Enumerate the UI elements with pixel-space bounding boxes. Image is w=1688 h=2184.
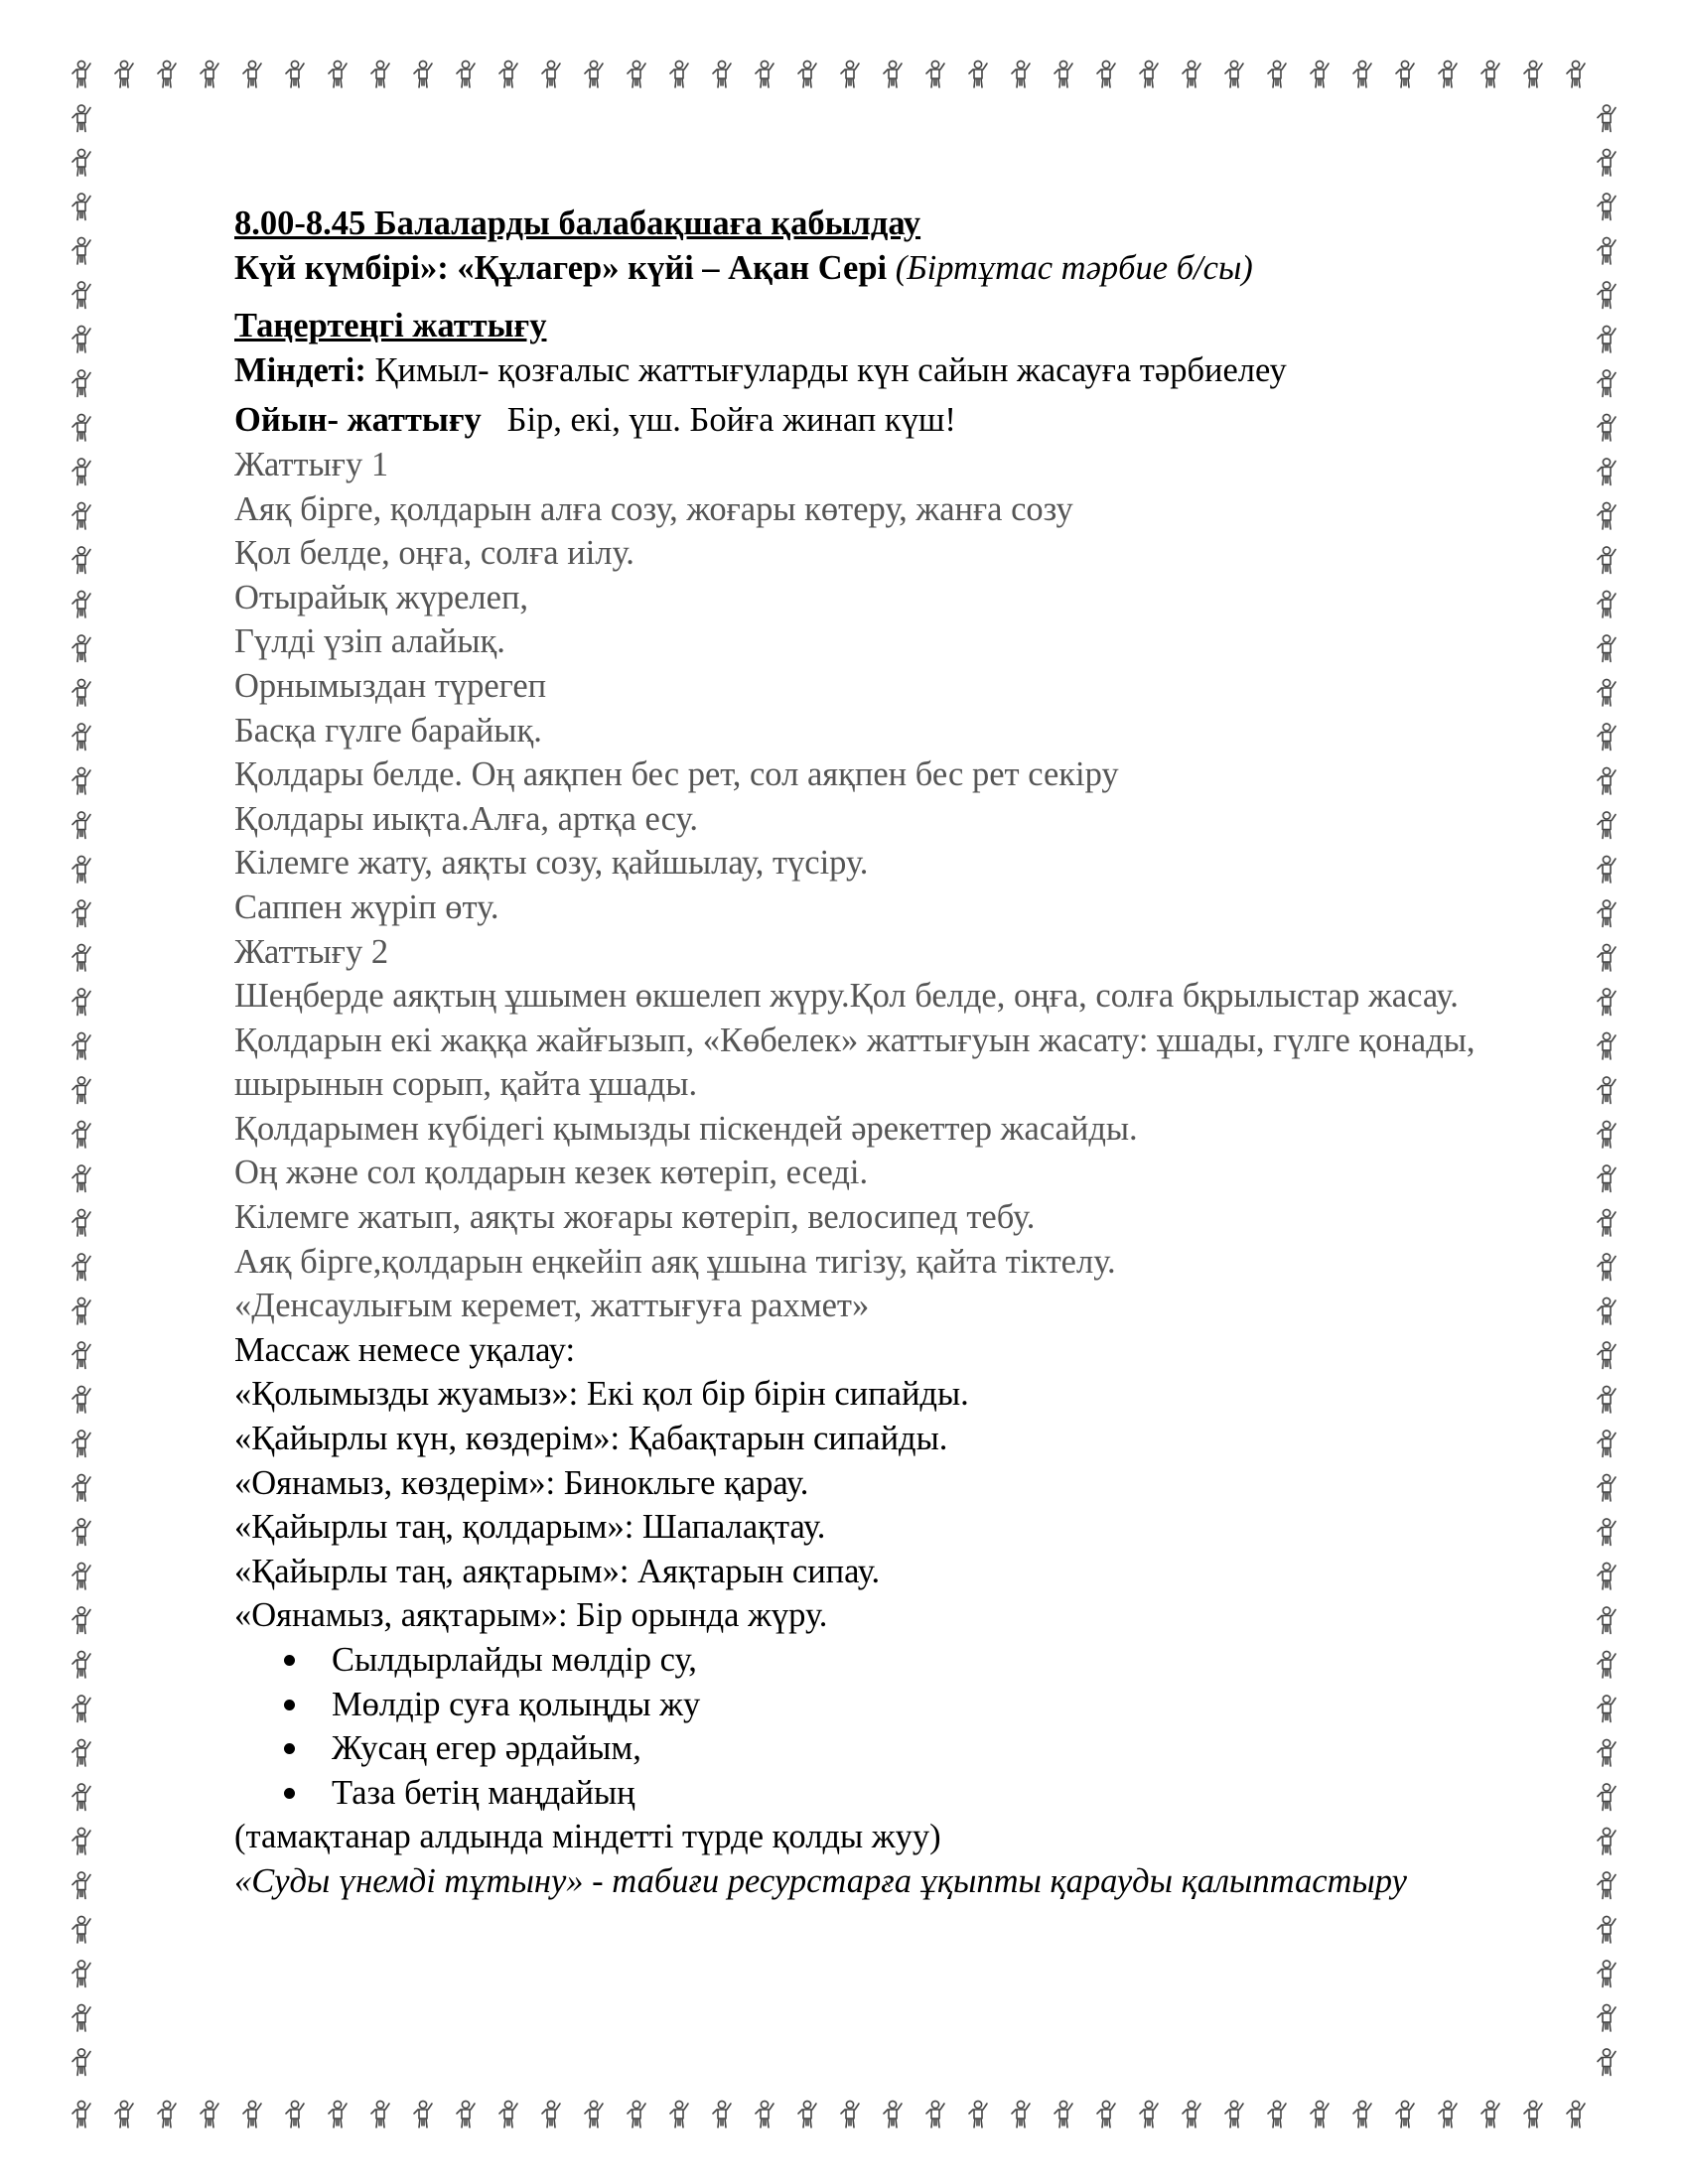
child-figure-icon	[72, 61, 90, 87]
massage-line: «Қолымызды жуамыз»: Екі қол бір бірін сипайды.	[234, 1375, 969, 1414]
child-figure-icon	[201, 2101, 218, 2127]
child-figure-icon	[72, 2049, 90, 2076]
child-figure-icon	[1598, 414, 1616, 441]
child-figure-icon	[72, 1828, 90, 1854]
child-figure-icon	[1225, 61, 1243, 87]
child-figure-icon	[756, 61, 774, 87]
massage-line: «Қайырлы күн, көздерім»: Қабақтарын сипайды.	[234, 1420, 948, 1458]
exercise-1-line: Қолдары иықта.Алға, артқа есу.	[234, 799, 698, 838]
child-figure-icon	[1598, 459, 1616, 485]
child-figure-icon	[884, 2101, 902, 2127]
list-item	[284, 1771, 1565, 1816]
exercise-1-line: Отырайық жүрелеп,	[234, 578, 529, 616]
exercise-1-line: Орнымыздан түрегеп	[234, 666, 547, 705]
child-figure-icon	[1598, 1342, 1616, 1369]
exercise-2-line: Қолдарымен күбідегі қымызды піскендей әрекеттер жасайды.	[234, 1109, 1138, 1148]
child-figure-icon	[1598, 326, 1616, 352]
exercise-1-line: Басқа гүлге барайық.	[234, 711, 542, 750]
child-figure-icon	[201, 61, 218, 87]
child-figure-icon	[72, 149, 90, 176]
exercise-1	[234, 443, 1565, 930]
massage-line: «Оянамыз, аяқтарым»: Бір орында жүру.	[234, 1596, 828, 1635]
game-text: Бір, екі, үш. Бойға жинап күш!	[506, 401, 956, 440]
child-figure-icon	[72, 1254, 90, 1281]
music-title: Күй күмбірі»: «Құлагер» күйі – Ақан Сері	[234, 248, 888, 287]
child-figure-icon	[1598, 237, 1616, 264]
child-figure-icon	[1598, 1872, 1616, 1899]
child-figure-icon	[969, 2101, 987, 2127]
bullet-icon	[284, 1788, 295, 1799]
child-figure-icon	[72, 989, 90, 1016]
child-figure-icon	[72, 105, 90, 132]
child-figure-icon	[414, 2101, 432, 2127]
child-figure-icon	[286, 61, 304, 87]
child-figure-icon	[72, 1872, 90, 1899]
child-figure-icon	[329, 2101, 347, 2127]
exercise-2-title: Жаттығу 2	[234, 932, 389, 971]
child-figure-icon	[72, 591, 90, 617]
child-figure-icon	[329, 61, 347, 87]
child-figure-icon	[72, 237, 90, 264]
bullet-text: Жусаң егер әрдайым,	[332, 1729, 641, 1768]
child-figure-icon	[628, 61, 645, 87]
exercise-1-line: Аяқ бірге, қолдарын алға созу, жоғары көтеру, жанға созу	[234, 489, 1073, 528]
child-figure-icon	[72, 1032, 90, 1059]
child-figure-icon	[798, 2101, 816, 2127]
child-figure-icon	[1598, 282, 1616, 309]
child-figure-icon	[1268, 61, 1286, 87]
child-figure-icon	[72, 282, 90, 309]
child-figure-icon	[1567, 61, 1585, 87]
child-figure-icon	[585, 2101, 603, 2127]
child-figure-icon	[1598, 989, 1616, 1016]
child-figure-icon	[1481, 2101, 1499, 2127]
child-figure-icon	[72, 547, 90, 574]
child-figure-icon	[1524, 61, 1542, 87]
child-figure-icon	[72, 1121, 90, 1148]
child-figure-icon	[1598, 2049, 1616, 2076]
exercise-2-line: Қолдарын екі жаққа жайғызып, «Көбелек» жаттығуын жасату: ұшады, гүлге қонады, шырынын сорып, қайта ұшады.	[234, 1021, 1476, 1104]
child-figure-icon	[158, 61, 176, 87]
massage-line: «Қайырлы таң, аяқтарым»: Аяқтарын сипау.	[234, 1552, 881, 1590]
child-figure-icon	[1598, 900, 1616, 927]
child-figure-icon	[158, 2101, 176, 2127]
child-figure-icon	[499, 2101, 517, 2127]
game-label: Ойын- жаттығу	[234, 401, 482, 440]
child-figure-icon	[457, 61, 475, 87]
child-figure-icon	[1598, 679, 1616, 706]
child-figure-icon	[1598, 1431, 1616, 1457]
exercise-2-line: «Денсаулығым керемет, жаттығуға рахмет»	[234, 1287, 870, 1325]
child-figure-icon	[1439, 61, 1457, 87]
child-figure-icon	[1012, 61, 1030, 87]
task-text: Қимыл- қозғалыс жаттығуларды күн сайын жасауға тәрбиелеу	[374, 350, 1287, 389]
child-figure-icon	[1353, 61, 1371, 87]
child-figure-icon	[1598, 105, 1616, 132]
child-figure-icon	[499, 61, 517, 87]
child-figure-icon	[1598, 1474, 1616, 1501]
child-figure-icon	[926, 61, 944, 87]
child-figure-icon	[542, 61, 560, 87]
child-figure-icon	[72, 1519, 90, 1546]
child-figure-icon	[72, 459, 90, 485]
exercise-2	[234, 930, 1565, 1328]
child-figure-icon	[72, 414, 90, 441]
child-figure-icon	[1396, 2101, 1414, 2127]
child-figure-icon	[670, 2101, 688, 2127]
child-figure-icon	[1598, 767, 1616, 794]
child-figure-icon	[1268, 2101, 1286, 2127]
child-figure-icon	[1598, 194, 1616, 220]
exercise-1-line: Саппен жүріп өту.	[234, 887, 499, 926]
child-figure-icon	[1097, 61, 1115, 87]
exercise-2-line: Шеңберде аяқтың ұшымен өкшелеп жүру.Қол белде, оңға, солға бқрылыстар жасау.	[234, 977, 1459, 1016]
child-figure-icon	[457, 2101, 475, 2127]
child-figure-icon	[1598, 1165, 1616, 1192]
child-figure-icon	[72, 767, 90, 794]
child-figure-icon	[72, 1961, 90, 1987]
child-figure-icon	[72, 1209, 90, 1236]
child-figure-icon	[1012, 2101, 1030, 2127]
child-figure-icon	[72, 194, 90, 220]
exercise-1-line: Қолдары белде. Оң аяқпен бес рет, сол аяқпен бес рет секіру	[234, 755, 1119, 794]
child-figure-icon	[884, 61, 902, 87]
child-figure-icon	[72, 370, 90, 397]
child-figure-icon	[72, 1386, 90, 1413]
music-line	[234, 246, 1565, 291]
child-figure-icon	[1598, 1651, 1616, 1678]
massage-line: «Қайырлы таң, қолдарым»: Шапалақтау.	[234, 1508, 826, 1547]
child-figure-icon	[713, 2101, 731, 2127]
child-figure-icon	[1598, 635, 1616, 662]
list-item	[284, 1726, 1565, 1771]
child-figure-icon	[72, 900, 90, 927]
child-figure-icon	[1598, 1828, 1616, 1854]
child-figure-icon	[72, 679, 90, 706]
child-figure-icon	[72, 502, 90, 529]
child-figure-icon	[72, 1651, 90, 1678]
child-figure-icon	[1524, 2101, 1542, 2127]
child-figure-icon	[72, 2101, 90, 2127]
child-figure-icon	[72, 635, 90, 662]
child-figure-icon	[72, 1563, 90, 1589]
child-figure-icon	[1598, 1209, 1616, 1236]
exercise-2-line: Кілемге жатып, аяқты жоғары көтеріп, велосипед тебу.	[234, 1198, 1036, 1237]
child-figure-icon	[1598, 724, 1616, 751]
child-figure-icon	[1598, 1916, 1616, 1943]
child-figure-icon	[1598, 1961, 1616, 1987]
list-item	[284, 1683, 1565, 1727]
game-line	[234, 398, 1565, 443]
child-figure-icon	[969, 61, 987, 87]
child-figure-icon	[72, 812, 90, 839]
child-figure-icon	[798, 61, 816, 87]
child-figure-icon	[72, 1474, 90, 1501]
task-line	[234, 348, 1565, 393]
bullet-text: Таза бетің маңдайың	[332, 1773, 635, 1812]
child-figure-icon	[72, 724, 90, 751]
child-figure-icon	[1183, 2101, 1200, 2127]
child-figure-icon	[1353, 2101, 1371, 2127]
child-figure-icon	[1567, 2101, 1585, 2127]
child-figure-icon	[1598, 1607, 1616, 1634]
child-figure-icon	[1598, 1297, 1616, 1324]
child-figure-icon	[115, 2101, 133, 2127]
child-figure-icon	[1225, 2101, 1243, 2127]
child-figure-icon	[72, 1696, 90, 1722]
bullet-text: Мөлдір суға қолыңды жу	[332, 1685, 701, 1723]
child-figure-icon	[1598, 856, 1616, 883]
bullet-icon	[284, 1700, 295, 1710]
child-figure-icon	[1598, 1121, 1616, 1148]
child-figure-icon	[1598, 1519, 1616, 1546]
child-figure-icon	[1598, 1386, 1616, 1413]
task-label: Міндеті:	[234, 350, 366, 389]
child-figure-icon	[1598, 812, 1616, 839]
child-figure-icon	[841, 61, 859, 87]
child-figure-icon	[1140, 2101, 1158, 2127]
child-figure-icon	[1598, 370, 1616, 397]
child-figure-icon	[1140, 61, 1158, 87]
music-note: (Біртұтас тәрбие б/сы)	[895, 248, 1253, 287]
child-figure-icon	[1097, 2101, 1115, 2127]
exercise-1-line: Гүлді үзіп алайық.	[234, 622, 505, 661]
child-figure-icon	[1598, 944, 1616, 971]
massage-line: «Оянамыз, көздерім»: Бинокльге қарау.	[234, 1463, 809, 1502]
child-figure-icon	[713, 61, 731, 87]
child-figure-icon	[542, 2101, 560, 2127]
exercise-1-title: Жаттығу 1	[234, 445, 389, 483]
child-figure-icon	[72, 1077, 90, 1104]
child-figure-icon	[1598, 149, 1616, 176]
bullet-icon	[284, 1655, 295, 1666]
handwash-note: (тамақтанар алдында міндетті түрде қолды жуу)	[234, 1818, 941, 1856]
child-figure-icon	[414, 61, 432, 87]
poem-bullet-list	[234, 1638, 1565, 1815]
child-figure-icon	[72, 1784, 90, 1811]
child-figure-icon	[72, 1165, 90, 1192]
child-figure-icon	[72, 1916, 90, 1943]
child-figure-icon	[756, 2101, 774, 2127]
child-figure-icon	[628, 2101, 645, 2127]
exercise-1-line: Кілемге жату, аяқты созу, қайшылау, түсіру.	[234, 844, 869, 883]
child-figure-icon	[72, 1431, 90, 1457]
child-figure-icon	[1598, 1032, 1616, 1059]
child-figure-icon	[585, 61, 603, 87]
child-figure-icon	[1598, 1563, 1616, 1589]
exercise-1-line: Қол белде, оңға, солға иілу.	[234, 534, 634, 573]
child-figure-icon	[1598, 502, 1616, 529]
bullet-text: Сылдырлайды мөлдір су,	[332, 1641, 697, 1679]
child-figure-icon	[72, 1342, 90, 1369]
child-figure-icon	[926, 2101, 944, 2127]
child-figure-icon	[243, 2101, 261, 2127]
child-figure-icon	[371, 61, 389, 87]
child-figure-icon	[1055, 61, 1072, 87]
schedule-title: 8.00-8.45 Балаларды балабақшаға қабылдау	[234, 205, 921, 242]
child-figure-icon	[72, 1739, 90, 1766]
child-figure-icon	[1311, 2101, 1329, 2127]
document-body	[234, 202, 1565, 1904]
child-figure-icon	[1396, 61, 1414, 87]
exercise-2-line: Оң және сол қолдарын кезек көтеріп, еседі.	[234, 1154, 869, 1192]
list-item	[284, 1638, 1565, 1683]
child-figure-icon	[1311, 61, 1329, 87]
child-figure-icon	[286, 2101, 304, 2127]
child-figure-icon	[72, 1297, 90, 1324]
child-figure-icon	[72, 2004, 90, 2031]
child-figure-icon	[243, 61, 261, 87]
child-figure-icon	[1481, 61, 1499, 87]
child-figure-icon	[841, 2101, 859, 2127]
child-figure-icon	[1598, 1077, 1616, 1104]
massage-section	[234, 1328, 1565, 1638]
child-figure-icon	[1598, 1739, 1616, 1766]
morning-exercise-title: Таңертеңгі жаттығу	[234, 307, 547, 345]
child-figure-icon	[1598, 1254, 1616, 1281]
massage-title: Массаж немесе уқалау:	[234, 1330, 576, 1369]
child-figure-icon	[1598, 1784, 1616, 1811]
child-figure-icon	[115, 61, 133, 87]
child-figure-icon	[72, 856, 90, 883]
bullet-icon	[284, 1743, 295, 1754]
child-figure-icon	[371, 2101, 389, 2127]
child-figure-icon	[1439, 2101, 1457, 2127]
child-figure-icon	[72, 1607, 90, 1634]
child-figure-icon	[1055, 2101, 1072, 2127]
child-figure-icon	[1598, 2004, 1616, 2031]
child-figure-icon	[670, 61, 688, 87]
child-figure-icon	[72, 944, 90, 971]
child-figure-icon	[1598, 1696, 1616, 1722]
child-figure-icon	[1183, 61, 1200, 87]
exercise-2-line: Аяқ бірге,қолдарын еңкейіп аяқ ұшына тигізу, қайта тіктелу.	[234, 1242, 1116, 1281]
child-figure-icon	[1598, 591, 1616, 617]
water-saving-line: «Суды үнемді тұтыну» - табиғи ресурстарға ұқыпты қарауды қалыптастыру	[234, 1861, 1407, 1900]
child-figure-icon	[72, 326, 90, 352]
child-figure-icon	[1598, 547, 1616, 574]
